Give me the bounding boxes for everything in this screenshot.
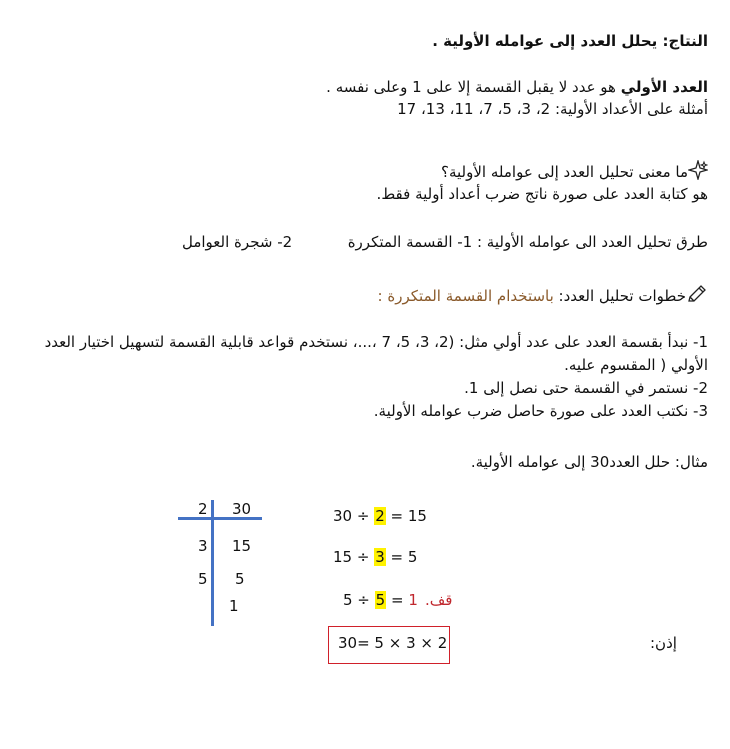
equation-2: 15 ÷ 3 = 5 — [333, 548, 418, 566]
equation-result: 1 — [408, 591, 418, 609]
example-text: مثال: حلل العدد30 إلى عوامله الأولية. — [470, 453, 708, 471]
equation-3: 5 ÷ 5 = 1 — [343, 591, 418, 609]
final-factorization: 30= 5 × 3 × 2 — [338, 634, 448, 652]
outcome-label: النتاج: — [662, 32, 708, 50]
stop-label: قف. — [425, 591, 453, 609]
steps-method: باستخدام القسمة المتكررة — [387, 287, 554, 305]
step-1: 1- نبدأ بقسمة العدد على عدد أولي مثل: (2، 3، 5، 7 ،...، نستخدم قواعد قابلية القسمة لتسهيل اختيار العدد — [44, 333, 708, 351]
step-3: 3- نكتب العدد على صورة حاصل ضرب عوامله الأولية. — [373, 402, 708, 420]
ladder-divisor: 3 — [198, 537, 208, 555]
outcome-line — [432, 31, 708, 51]
equation-1: 30 ÷ 2 = 15 — [333, 507, 427, 525]
methods-intro: طرق تحليل العدد الى عوامله الأولية : 1- القسمة المتكررة — [347, 233, 708, 251]
prime-term: العدد الأولي — [620, 78, 708, 96]
sparkle-star-icon — [688, 160, 708, 185]
prime-definition-text: هو عدد لا يقبل القسمة إلا على 1 وعلى نفسه . — [326, 78, 621, 96]
steps-suffix: : — [377, 287, 388, 305]
highlighted-divisor: 3 — [375, 548, 385, 566]
steps-prefix: خطوات تحليل العدد: — [553, 287, 686, 305]
step-2: 2- نستمر في القسمة حتى نصل إلى 1. — [464, 379, 708, 397]
step-1-cont: الأولي ( المقسوم عليه. — [564, 356, 708, 374]
ladder-quotient: 30 — [232, 500, 252, 518]
outcome-text: يحلل العدد إلى عوامله الأولية . — [432, 32, 663, 50]
prime-definition — [326, 77, 708, 97]
ladder-quotient: 5 — [235, 570, 245, 588]
steps-header — [378, 284, 708, 309]
conclusion-label: إذن: — [650, 634, 677, 652]
ladder-divisor: 5 — [198, 570, 208, 588]
meaning-question-line — [441, 160, 708, 185]
meaning-answer: هو كتابة العدد على صورة ناتج ضرب أعداد أولية فقط. — [376, 185, 708, 203]
highlighted-divisor: 5 — [375, 591, 386, 609]
ladder-quotient: 1 — [229, 597, 239, 615]
ladder-divisor: 2 — [198, 500, 208, 518]
meaning-question: ما معنى تحليل العدد إلى عوامله الأولية؟ — [441, 163, 688, 181]
ladder-quotient: 15 — [232, 537, 252, 555]
pencil-icon — [686, 284, 708, 309]
methods-second: 2- شجرة العوامل — [182, 233, 293, 251]
highlighted-divisor: 2 — [375, 507, 385, 525]
prime-examples: أمثلة على الأعداد الأولية: 2، 3، 5، 7، 11، 13، 17 — [397, 100, 708, 118]
